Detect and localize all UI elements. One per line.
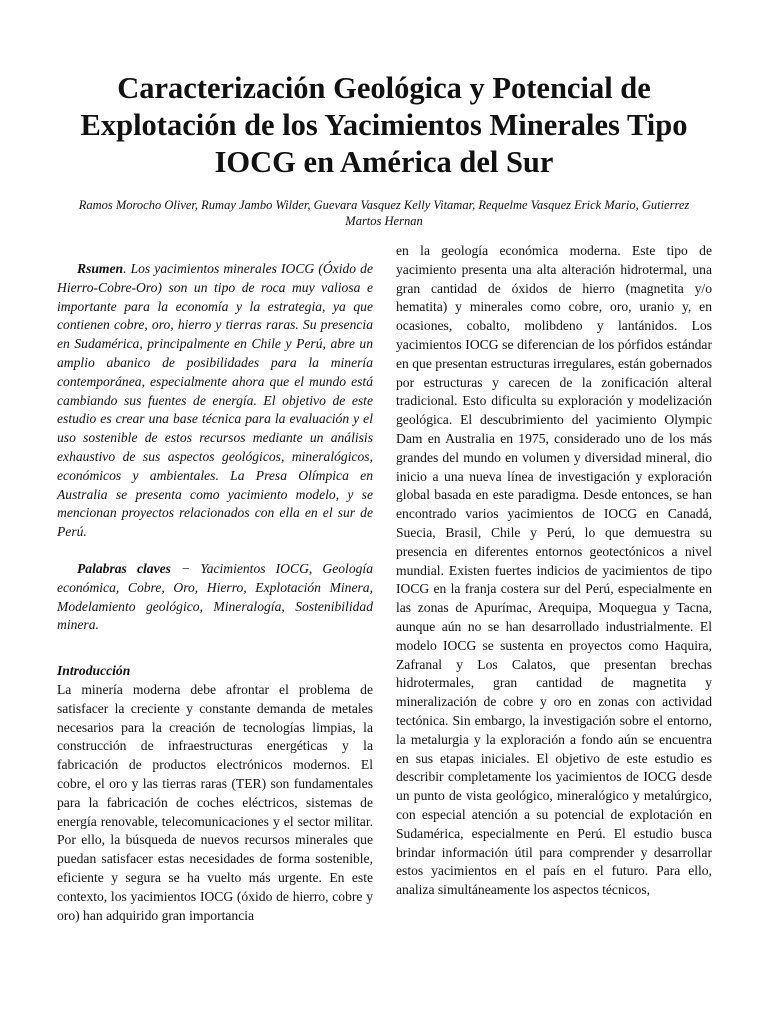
abstract-paragraph bbox=[57, 260, 373, 542]
keywords-paragraph bbox=[57, 560, 373, 635]
left-column bbox=[57, 260, 373, 925]
abstract-text: . Los yacimientos minerales IOCG (Óxido de Hierro-Cobre-Oro) son un tipo de roca muy valiosa e importante para la economía y la estrategia, ya que contienen cobre, oro, hierro y tierras raras. Su presencia en Sudamérica, principalmente en Chile y Perú, abre un amplio abanico de posibilidades para la minería contemporánea, especialmente ahora que el mundo está cambiando sus fuentes de energía. El objetivo de este estudio es crear una base técnica para la evaluación y el uso sostenible de estos recursos mediante un análisis exhaustivo de sus aspectos geológicos, mineralógicos, económicos y ambientales. La Presa Olímpica en Australia se presenta como yacimiento modelo, y se mencionan proyectos relacionados con ella en el sur de Perú. bbox=[57, 261, 373, 540]
author-list: Ramos Morocho Oliver, Rumay Jambo Wilder, Guevara Vasquez Kelly Vitamar, Requelme Vasquez Erick Mario, Gutierrez Martos Hernan bbox=[78, 198, 690, 228]
intro-heading: Introducción bbox=[57, 663, 131, 679]
right-column bbox=[396, 242, 712, 900]
abstract-label: Rsumen bbox=[77, 261, 124, 276]
keywords-text: − Yacimientos IOCG, Geología económica, Cobre, Oro, Hierro, Explotación Minera, Modelamiento geológico, Mineralogía, Sostenibilidad minera. bbox=[57, 560, 373, 633]
paper-title: Caracterización Geológica y Potencial de Explotación de los Yacimientos Minerales Tipo IOCG en América del Sur bbox=[80, 71, 688, 179]
body-paragraph: en la geología económica moderna. Este tipo de yacimiento presenta una alta alteración hidrotermal, una gran cantidad de óxidos de hierro (magnetita y/o hematita) y minerales como cobre, oro, uranio y, en ocasiones, cobalto, molibdeno y lantánidos. Los yacimientos IOCG se diferencian de los pórfidos estándar en que presentan estructuras irregulares, están gobernados por estructuras y carecen de la zonificación alteral tradicional. Esto dificulta su exploración y modelización geológica. El descubrimiento del yacimiento Olympic Dam en Australia en 1975, considerado uno de los más grandes del mundo en volumen y diversidad mineral, dio inicio a una nueva línea de investigación y exploración global basada en este paradigma. Desde entonces, se han encontrado varios yacimientos de IOCG en Canadá, Suecia, Brasil, Chile y Perú, lo que demuestra su presencia en diferentes entornos geotectónicos a nivel mundial. Existen fuertes indicios de yacimientos de tipo IOCG en la franja costera sur del Perú, especialmente en las zonas de Apurímac, Arequipa, Moquegua y Tacna, aunque aún no se han desarrollado industrialmente. El modelo IOCG se sustenta en proyectos como Haquira, Zafranal y Los Calatos, que presentan brechas hidrotermales, gran cantidad de magnetita y mineralización de cobre y oro en zonas con actividad tectónica. Sin embargo, la investigación sobre el entorno, la metalurgia y la exploración a fondo aún se encuentra en sus etapas iniciales. El objetivo de este estudio es describir completamente los yacimientos de IOCG desde un punto de vista geológico, mineralógico y metalúrgico, con especial atención a su potencial de explotación en Sudamérica, especialmente en Perú. El estudio busca brindar información útil para comprender y desarrollar estos yacimientos en el país en el futuro. Para ello, analiza simultáneamente los aspectos técnicos, bbox=[396, 243, 712, 898]
keywords-label: Palabras claves bbox=[77, 560, 171, 576]
intro-paragraph: La minería moderna debe afrontar el problema de satisfacer la creciente y constante demanda de metales necesarios para la creación de tecnologías limpias, la construcción de infraestructuras energéticas y la fabricación de productos electrónicos modernos. El cobre, el oro y las tierras raras (TER) son fundamentales para la fabricación de coches eléctricos, sistemas de energía renovable, telecomunicaciones y el sector militar. Por ello, la búsqueda de nuevos recursos minerales que puedan satisfacer estas necesidades de forma sostenible, eficiente y segura se ha vuelto más urgente. En este contexto, los yacimientos IOCG (óxido de hierro, cobre y oro) han adquirido gran importancia bbox=[57, 681, 373, 923]
